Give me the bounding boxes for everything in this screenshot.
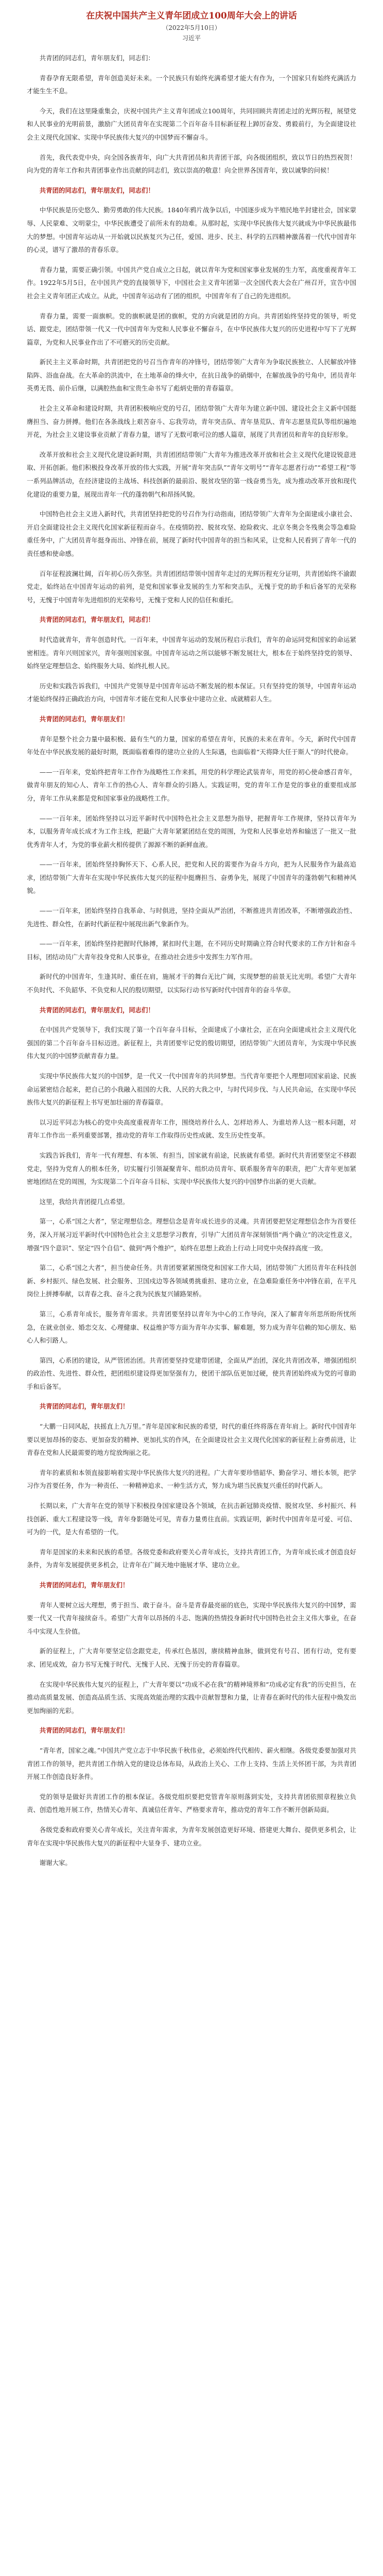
body-paragraph: 在中国共产党领导下，我们实现了第一个百年奋斗目标，全面建成了小康社会，正在向全面建成社会主义现代化强国的第二个百年奋斗目标迈进。新征程上，共青团要牢记党的殷切期望，团结带领广大团员青年，为实现中华民族伟大复兴的中国梦贡献青春力量。 [27, 1026, 356, 1060]
body-paragraph: 青年人要树立远大理想，勇于担当、敢于奋斗。奋斗是青春最亮丽的底色，实现中华民族伟大复兴的中国梦，需要一代又一代青年接续奋斗。希望广大青年以昂扬的斗志、饱满的热情投身新时代中国特色社会主义伟大事业，在奋斗中实现人生价值。 [27, 1601, 356, 1635]
body-paragraph: “青年者，国家之魂。”中国共产党立志于中华民族千秋伟业，必须始终代代相传、薪火相继。各级党委要加强对共青团工作的领导，把共青团工作纳入党的建设总体布局，从政治上关心、工作上支持、生活上关怀团干部，为共青团开展工作创造良好条件。 [27, 1746, 356, 1781]
author-name: 习近平 [182, 35, 201, 42]
body-paragraph: ——一百年来，团始终坚持自我革命、与时俱进，坚持全面从严治团，不断推进共青团改革，不断增强政治性、先进性、群众性，在新时代新征程中展现出新气象新作为。 [27, 907, 356, 928]
body-paragraph: 各级党委和政府要关心青年成长，关注青年需求，为青年发展创造更好环境、搭建更大舞台、提供更多机会，让青年在实现中华民族伟大复兴的新征程中大显身手、建功立业。 [27, 1825, 356, 1847]
section-salutation: 共青团的同志们，青年朋友们！ [39, 1726, 129, 1735]
section-salutation: 共青团的同志们，青年朋友们，同志们！ [39, 186, 154, 194]
body-paragraph: 第四，心系团的建设，从严管团治团。共青团要坚持党建带团建，全面从严治团，深化共青团改革，增强团组织的政治性、先进性、群众性，把团组织建设得更加坚强有力，使团干部队伍更加过硬，使共青团始终成为党的可靠助手和后备军。 [27, 1356, 356, 1391]
body-paragraph: “大鹏一日同风起，扶摇直上九万里。”青年是国家和民族的希望，时代的重任终将落在青年肩上。新时代中国青年要以更加昂扬的姿态、更加奋发的精神、更加扎实的作风，在全面建设社会主义现代化国家的新征程上奋勇前进，让青春在党和人民最需要的地方绽放绚丽之花。 [27, 1422, 356, 1457]
body-paragraph: 首先，我代表党中央，向全国各族青年，向广大共青团员和共青团干部，向各级团组织，致以节日的热烈祝贺！向为党的青年工作和共青团事业作出贡献的同志们，致以崇高的敬意！向全世界各国青年，致以诚挚的问候！ [27, 153, 356, 175]
opening-salutation: 共青团的同志们，青年朋友们，同志们： [39, 54, 154, 62]
body-paragraph: 社会主义革命和建设时期，共青团积极响应党的号召，团结带领广大青年为建立新中国、建设社会主义新中国挺膺担当、奋力拼搏。他们在各条战线上艰苦奋斗、忘我劳动，青年突击队、青年垦荒队、青年志愿垦荒队等组织遍地开花，为社会主义建设事业贡献了青春力量，谱写了无数可歌可泣的感人篇章，展现了共青团员和青年的良好形象。 [27, 404, 356, 439]
body-paragraph: ——一百年来，团始终坚持胸怀天下、心系人民，把党和人民的需要作为奋斗方向，把为人民服务作为最高追求，团结带领广大青年在实现中华民族伟大复兴的征程中挺膺担当、奋勇争先，展现了中国青年的蓬勃朝气和精神风貌。 [27, 860, 356, 895]
body-paragraph: 青年的素质和本领直接影响着实现中华民族伟大复兴的进程。广大青年要珍惜韶华、勤奋学习、增长本领，把学习作为首要任务，作为一种责任、一种精神追求、一种生活方式，努力成为堪当民族复兴重任的时代新人。 [27, 1468, 356, 1490]
body-paragraph: 这里，我给共青团提几点希望。 [39, 1197, 129, 1206]
body-paragraph: 谢谢大家。 [39, 1859, 72, 1867]
body-paragraph: 青春力量，需要正确引领。中国共产党自成立之日起，就以青年为党和国家事业发展的生力军，高度重视青年工作。1922年5月5日，在中国共产党的直接领导下，中国社会主义青年团第一次全国代表大会在广州召开，宣告中国社会主义青年团正式成立。从此，中国青年运动有了团的组织，中国青年有了自己的先进组织。 [27, 265, 356, 300]
section-salutation: 共青团的同志们，青年朋友们！ [39, 715, 129, 723]
body-paragraph: 百年征程波澜壮阔，百年初心历久弥坚。共青团团结带领中国青年走过的光辉历程充分证明，共青团始终不渝跟党走，始终站在中国青年运动的前列，是党和国家事业发展的生力军和突击队，无愧于党的助手和后备军的光荣称号，无愧于中国青年先进组织的光荣称号，无愧于党和人民的信任和重托。 [27, 569, 356, 604]
article-title: 在庆祝中国共产主义青年团成立100周年大会上的讲话 [86, 11, 297, 21]
body-paragraph: 中国特色社会主义进入新时代，共青团坚持把党的号召作为行动指南，团结带领广大青年为全面建成小康社会、开启全面建设社会主义现代化国家新征程而奋斗。在疫情防控、脱贫攻坚、抢险救灾、北京冬奥会冬残奥会等急难险重任务中，广大团员青年挺身而出、冲锋在前，展现了新时代中国青年的担当和风采，让党和人民看到了青年一代的责任感和使命感。 [27, 510, 356, 557]
body-paragraph: 第一，心系“国之大者”，坚定理想信念。理想信念是青年成长进步的灵魂。共青团要把坚定理想信念作为首要任务，深入开展习近平新时代中国特色社会主义思想学习教育，引导广大团员青年深刻领悟“两个确立”的决定性意义，增强“四个意识”、坚定“四个自信”、做到“两个维护”，始终在思想上政治上行动上同党中央保持高度一致。 [27, 1217, 356, 1252]
body-paragraph: 第三，心系青年成长，服务青年需求。共青团要坚持以青年为中心的工作导向，深入了解青年所思所盼所忧所急，在就业创业、婚恋交友、心理健康、权益维护等方面为青年办实事、解难题，努力成为青年信赖的知心朋友、贴心人和引路人。 [27, 1310, 356, 1345]
section-salutation: 共青团的同志们，青年朋友们！ [39, 1581, 129, 1589]
body-paragraph: 第二，心系“国之大者”，担当使命任务。共青团要紧紧围绕党和国家工作大局，团结带领广大团员青年在科技创新、乡村振兴、绿色发展、社会服务、卫国戍边等各领域勇挑重担、建功立业，在急难险重任务中冲锋在前，在平凡岗位上拼搏奉献，以青春之我、奋斗之我为民族复兴铺路架桥。 [27, 1264, 356, 1298]
article-body [27, 52, 356, 1870]
body-paragraph: ——一百年来，团始终坚持把握时代脉搏，紧扣时代主题，在不同历史时期确立符合时代要求的工作方针和奋斗目标，团结动员广大青年投身党和人民事业，在推动社会进步中发挥生力军作用。 [27, 940, 356, 961]
body-paragraph: 实现中华民族伟大复兴的中国梦，是一代又一代中国青年的共同梦想。当代青年要把个人理想同国家前途、民族命运紧密结合起来，把自己的小我融入祖国的大我、人民的大我之中，与时代同步伐、与人民共命运，在实现中华民族伟大复兴的新征程上书写更加壮丽的青春篇章。 [27, 1072, 356, 1107]
body-paragraph: 新时代的中国青年，生逢其时、重任在肩，施展才干的舞台无比广阔，实现梦想的前景无比光明。希望广大青年不负时代、不负韶华、不负党和人民的殷切期望，以实际行动书写新时代中国青年的奋斗华章。 [27, 973, 356, 994]
section-salutation: 共青团的同志们，青年朋友们，同志们！ [39, 1006, 154, 1014]
body-paragraph: 长期以来，广大青年在党的领导下积极投身国家建设各个领域，在抗击新冠肺炎疫情、脱贫攻坚、乡村振兴、科技创新、重大工程建设等一线，青年身影随处可见，青春力量勇往直前。实践证明，新时代中国青年是可爱、可信、可为的一代，是大有希望的一代。 [27, 1502, 356, 1536]
body-paragraph: 青春力量，需要一面旗帜。党的旗帜就是团的旗帜，党的方向就是团的方向。共青团始终坚持党的领导，听党话、跟党走，团结带领一代又一代中国青年为党和人民事业不懈奋斗，在中华民族伟大复兴的历史进程中写下了光辉篇章，为党和人民事业作出了不可磨灭的历史贡献。 [27, 312, 356, 346]
body-paragraph: 在实现中华民族伟大复兴的征程上，广大青年要以“功成不必在我”的精神境界和“功成必定有我”的历史担当，在推动高质量发展、创造高品质生活、实现高效能治理的实践中贡献智慧和力量，让青春在新时代的伟大征程中焕发出更加绚丽的光彩。 [27, 1680, 356, 1715]
body-paragraph: 以习近平同志为核心的党中央高度重视青年工作，围绕培养什么人、怎样培养人、为谁培养人这一根本问题，对青年工作作出一系列重要部署，推动党的青年工作取得历史性成就、发生历史性变革。 [27, 1118, 356, 1140]
body-paragraph: 实践告诉我们，青年一代有理想、有本领、有担当，国家就有前途，民族就有希望。新时代共青团要坚定不移跟党走，坚持为党育人的根本任务，切实履行引领凝聚青年、组织动员青年、联系服务青年的职责，把广大青年更加紧密地团结在党的周围，为实现第二个百年奋斗目标、实现中华民族伟大复兴的中国梦作出新的更大贡献。 [27, 1151, 356, 1186]
body-paragraph: 新的征程上，广大青年要坚定信念跟党走，传承红色基因，赓续精神血脉，做到党有号召、团有行动，党有要求、团见成效，奋力书写无愧于时代、无愧于人民、无愧于历史的青春篇章。 [27, 1647, 356, 1668]
body-paragraph: 改革开放和社会主义现代化建设新时期，共青团团结带领广大青年为推进改革开放和社会主义现代化建设锐意进取、开拓创新。他们积极投身改革开放的伟大实践，开展“青年突击队”“青年文明号”“青年志愿者行动”“希望工程”等一系列品牌活动，在经济建设的主战场、科技创新的最前沿、脱贫攻坚的第一线奋勇当先，成为推动改革开放和现代化建设的重要力量，展现出青年一代的蓬勃朝气和昂扬风貌。 [27, 450, 356, 498]
body-paragraph: 新民主主义革命时期，共青团把党的号召当作青年的冲锋号，团结带领广大青年为争取民族独立、人民解放冲锋陷阵、浴血奋战。在大革命的洪流中，在土地革命的烽火中，在抗日战争的硝烟中，在解放战争的号角中，团员青年英勇无畏、前仆后继，以满腔热血和宝贵生命书写了彪炳史册的青春篇章。 [27, 358, 356, 393]
body-paragraph: 青年是整个社会力量中最积极、最有生气的力量，国家的希望在青年，民族的未来在青年。今天，新时代中国青年处在中华民族发展的最好时期，既面临着难得的建功立业的人生际遇，也面临着“天将降大任于斯人”的时代使命。 [27, 735, 356, 756]
body-paragraph: ——一百年来，团始终坚持以习近平新时代中国特色社会主义思想为指导，把握青年工作规律，坚持以青年为本，以服务青年成长成才为工作主线，把最广大青年紧紧团结在党的周围，为党和人民事业培养和输送了一批又一批优秀青年人才，为党的事业薪火相传提供了源源不断的新鲜血液。 [27, 814, 356, 849]
body-paragraph: ——一百年来，党始终把青年工作作为战略性工作来抓，用党的科学理论武装青年，用党的初心使命感召青年，做青年朋友的知心人、青年工作的热心人、青年群众的引路人。实践证明，党的青年工作是党的事业的重要组成部分，青年工作从来都是党和国家事业的战略性工作。 [27, 768, 356, 802]
body-paragraph: 青年是国家的未来和民族的希望。各级党委和政府要关心青年成长，支持共青团工作，为青年成长成才创造良好条件，为青年发展提供更多机会，让青年在广阔天地中施展才华、建功立业。 [27, 1548, 356, 1569]
section-salutation: 共青团的同志们，青年朋友们！ [39, 1402, 129, 1411]
body-paragraph: 今天，我们在这里隆重集会，庆祝中国共产主义青年团成立100周年，共同回顾共青团走过的光辉历程，展望党和人民事业的光明前景，激励广大团员青年在实现第二个百年奋斗目标新征程上踔厉奋发、勇毅前行，为全面建设社会主义现代化国家、实现中华民族伟大复兴的中国梦而不懈奋斗。 [27, 107, 356, 141]
body-paragraph: 历史和实践告诉我们，中国共产党领导是中国青年运动不断发展的根本保证。只有坚持党的领导，中国青年运动才能始终保持正确政治方向，中国青年才能在党和人民事业中建功立业、成就精彩人生。 [27, 682, 356, 703]
body-paragraph: 时代造就青年，青年创造时代。一百年来，中国青年运动的发展历程启示我们，青年的命运同党和国家的命运紧密相连。青年兴则国家兴，青年强则国家强。中国青年运动之所以能够不断发展壮大，根本在于始终坚持党的领导、始终坚定理想信念、始终服务大局、始终扎根人民。 [27, 635, 356, 670]
body-paragraph: 党的领导是做好共青团工作的根本保证。各级党组织要把党管青年原则落到实处，支持共青团依照章程独立负责、创造性地开展工作，热情关心青年、真诚信任青年、严格要求青年，推动党的青年工作不断开创新局面。 [27, 1792, 356, 1814]
publish-date: （2022年5月10日） [162, 24, 221, 31]
body-paragraph: 青春孕育无限希望，青年创造美好未来。一个民族只有始终充满希望才能大有作为，一个国家只有始终充满活力才能生生不息。 [27, 74, 356, 95]
section-salutation: 共青团的同志们，青年朋友们，同志们！ [39, 616, 154, 624]
body-paragraph: 中华民族是历史悠久、勤劳勇敢的伟大民族。1840年鸦片战争以后，中国逐步成为半殖民地半封建社会，国家蒙辱、人民蒙难、文明蒙尘，中华民族遭受了前所未有的劫难。从那时起，实现中华民族伟大复兴就成为中华民族最伟大的梦想。中国青年运动从一开始就以民族复兴为己任，爱国、进步、民主、科学的五四精神激荡着一代代中国青年的心灵，谱写了激昂的青春乐章。 [27, 206, 356, 254]
